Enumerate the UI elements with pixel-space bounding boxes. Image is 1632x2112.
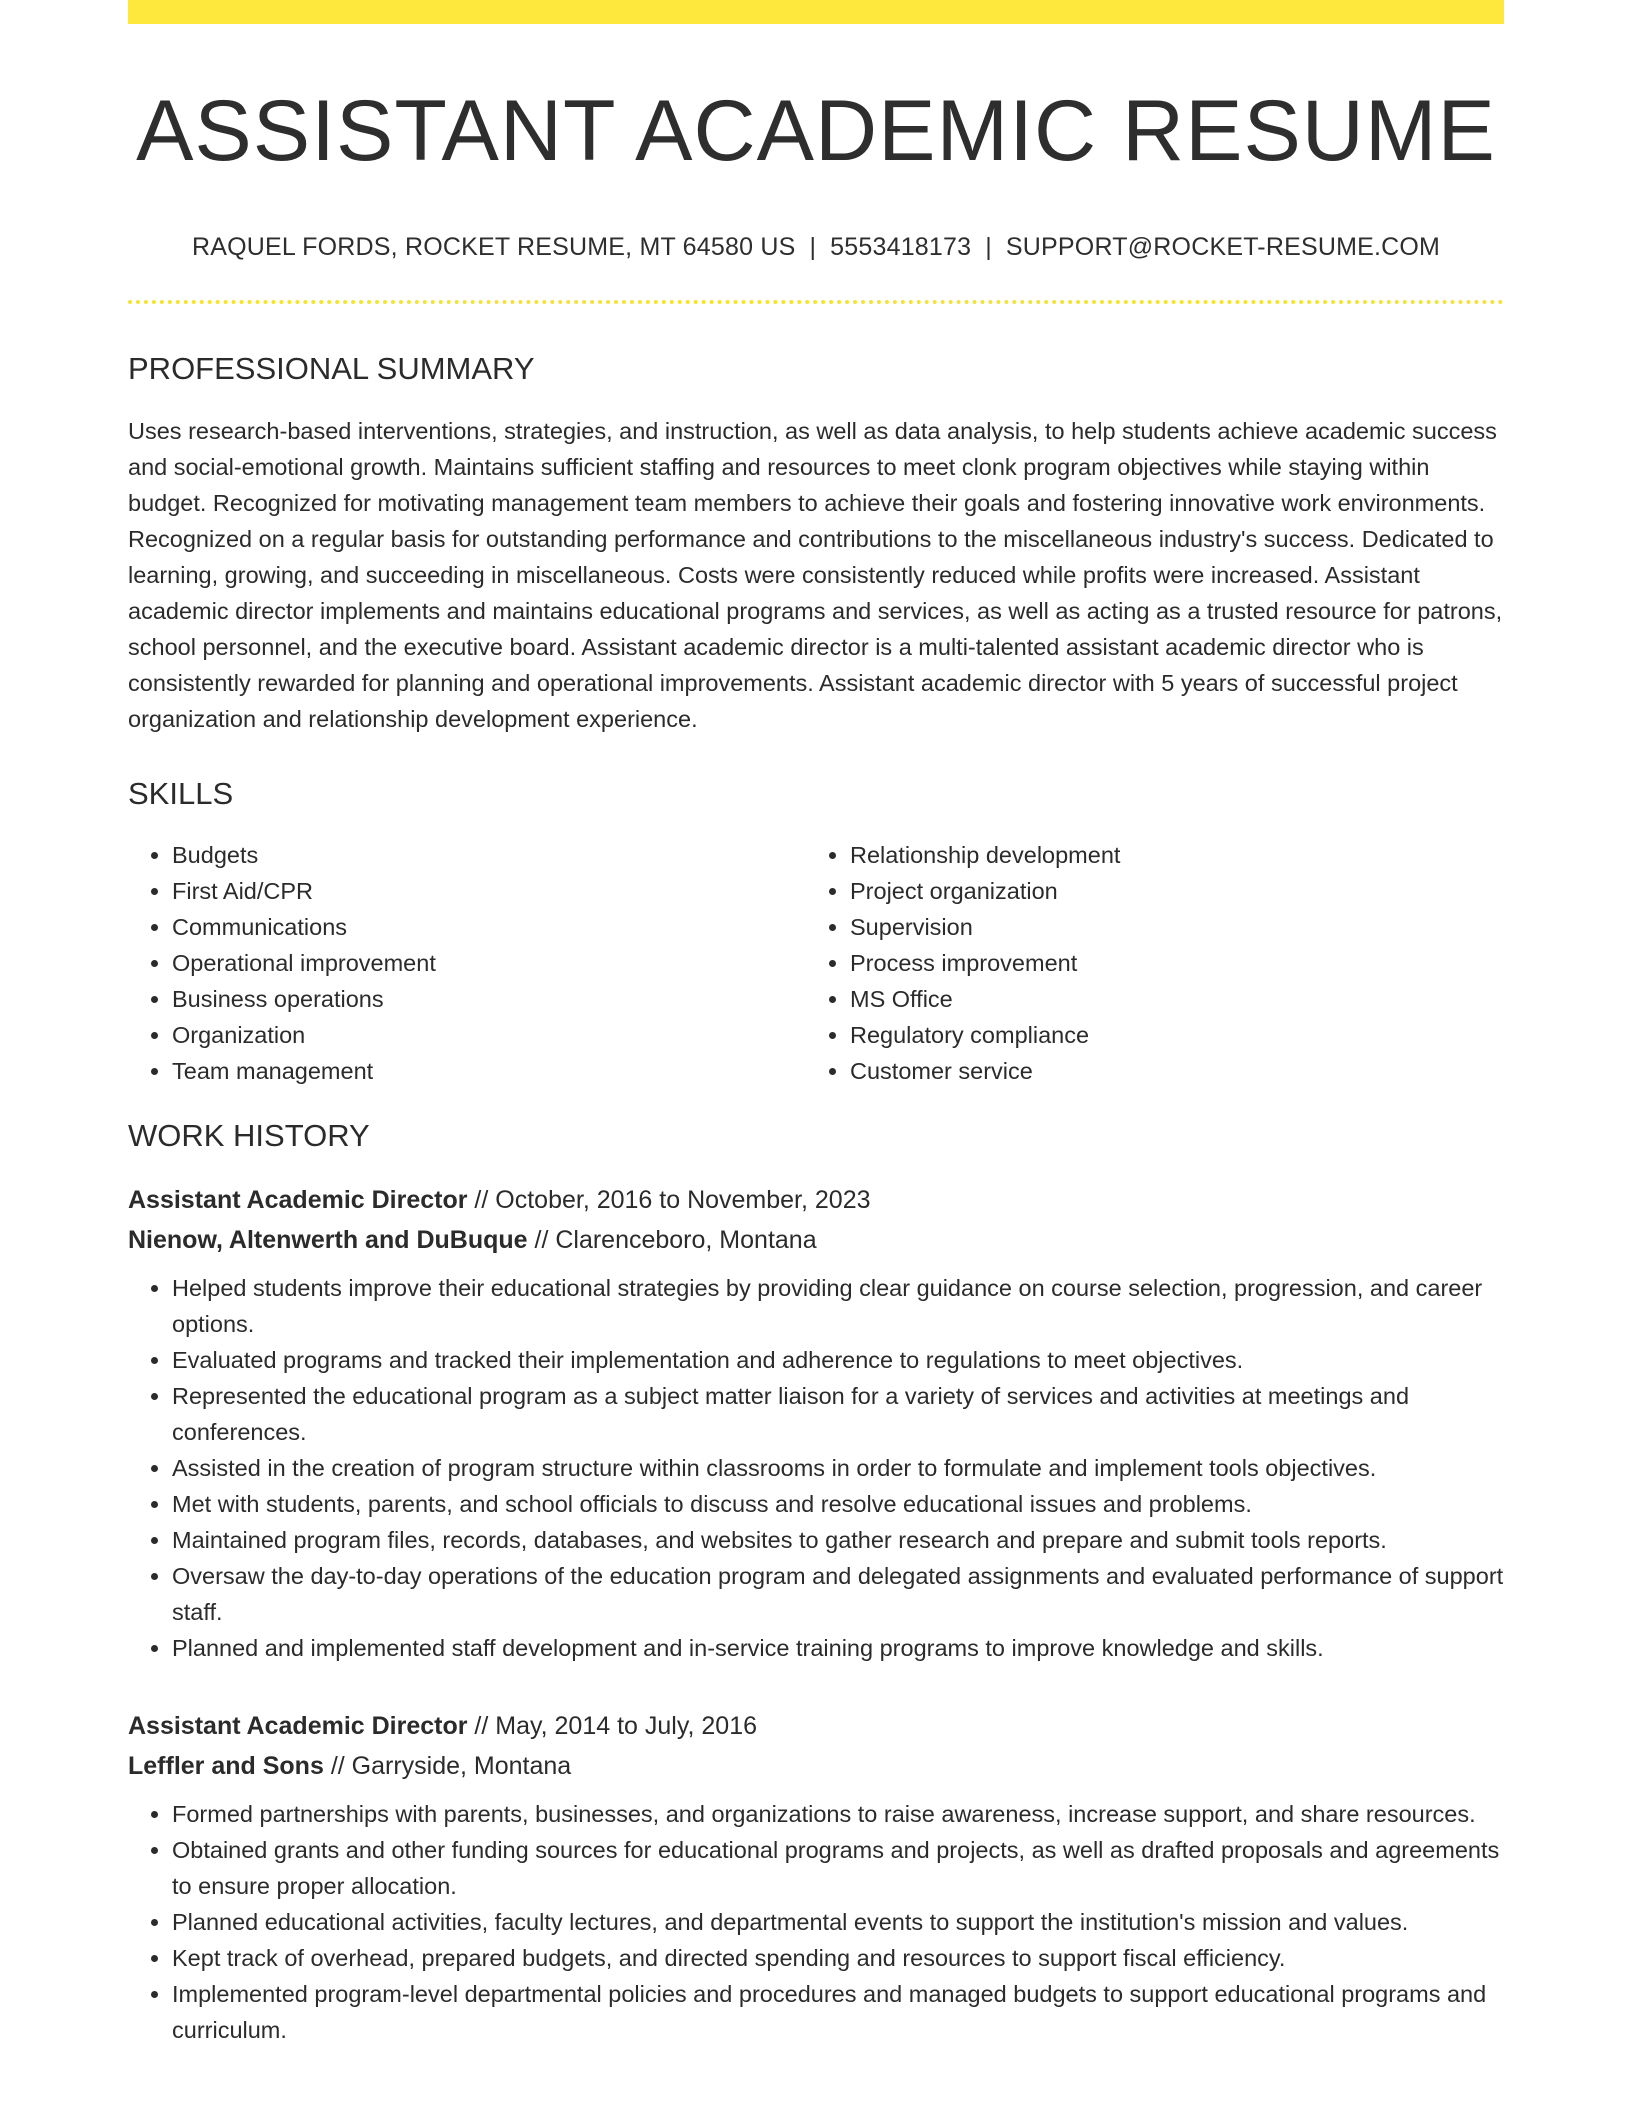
skill-item: • Budgets: [172, 837, 806, 873]
skill-item: • Customer service: [850, 1053, 1484, 1089]
job-company: Leffler and Sons: [128, 1751, 324, 1780]
job-bullet: • Helped students improve their educational strategies by providing clear guidance on course selection, progression, and career options.: [172, 1270, 1504, 1342]
job-role: Assistant Academic Director: [128, 1185, 468, 1214]
job-bullet: • Maintained program files, records, databases, and websites to gather research and prepare and submit tools reports.: [172, 1522, 1504, 1558]
skill-item: • MS Office: [850, 981, 1484, 1017]
job-role-line: [128, 1706, 1504, 1746]
job-entry: [128, 1706, 1504, 2048]
skill-item: • Process improvement: [850, 945, 1484, 981]
contact-separator: |: [985, 233, 992, 262]
accent-top-bar: [128, 0, 1504, 24]
section-title-work-history: WORK HISTORY: [128, 1117, 370, 1153]
job-bullet: • Planned and implemented staff development and in-service training programs to improve knowledge and skills.: [172, 1630, 1504, 1666]
skill-item: • Relationship development: [850, 837, 1484, 873]
skills-list-right: [806, 837, 1484, 1089]
skill-item: • First Aid/CPR: [172, 873, 806, 909]
skill-item: • Supervision: [850, 909, 1484, 945]
job-bullet: • Planned educational activities, faculty lectures, and departmental events to support the institution's mission and values.: [172, 1904, 1504, 1940]
job-bullet: • Oversaw the day-to-day operations of the education program and delegated assignments and evaluated performance of support staff.: [172, 1558, 1504, 1630]
job-location: // Garryside, Montana: [323, 1751, 572, 1780]
job-bullets: [128, 1270, 1504, 1666]
skill-item: • Business operations: [172, 981, 806, 1017]
contact-line: [128, 233, 1504, 262]
skill-item: • Communications: [172, 909, 806, 945]
job-bullet: • Formed partnerships with parents, businesses, and organizations to raise awareness, increase support, and share resources.: [172, 1796, 1504, 1832]
contact-separator: |: [809, 233, 817, 262]
section-title-skills: SKILLS: [128, 776, 234, 812]
job-bullets: [128, 1796, 1504, 2048]
job-bullet: • Kept track of overhead, prepared budgets, and directed spending and resources to support fiscal efficiency.: [172, 1940, 1504, 1976]
job-bullet: • Met with students, parents, and school officials to discuss and resolve educational issues and problems.: [172, 1486, 1504, 1522]
contact-address: RAQUEL FORDS, ROCKET RESUME, MT 64580 US: [191, 233, 796, 262]
skill-item: • Project organization: [850, 873, 1484, 909]
job-bullet: • Implemented program-level departmental policies and procedures and managed budgets to support educational programs and curriculum.: [172, 1976, 1504, 2048]
resume-page: [128, 0, 1504, 2048]
skill-item: • Organization: [172, 1017, 806, 1053]
job-entry: [128, 1180, 1504, 1666]
resume-title: ASSISTANT ACADEMIC RESUME: [136, 83, 1496, 179]
skills-list-left: [128, 837, 806, 1089]
skill-item: • Regulatory compliance: [850, 1017, 1484, 1053]
job-bullet: • Obtained grants and other funding sources for educational programs and projects, as well as drafted proposals and agreements to ensure proper allocation.: [172, 1832, 1504, 1904]
skills-columns: [128, 837, 1504, 1089]
job-bullet: • Represented the educational program as a subject matter liaison for a variety of services and activities at meetings and conferences.: [172, 1378, 1504, 1450]
contact-phone: 5553418173: [830, 233, 972, 262]
job-role-line: [128, 1180, 1504, 1220]
skill-item: • Team management: [172, 1053, 806, 1089]
job-company: Nienow, Altenwerth and DuBuque: [128, 1225, 528, 1254]
job-location: // Clarenceboro, Montana: [527, 1225, 817, 1254]
job-company-line: [128, 1746, 1504, 1786]
contact-email: SUPPORT@ROCKET-RESUME.COM: [1005, 233, 1441, 262]
job-bullet: • Evaluated programs and tracked their implementation and adherence to regulations to meet objectives.: [172, 1342, 1504, 1378]
summary-text: Uses research-based interventions, strategies, and instruction, as well as data analysis, to help students achieve academic success and social-emotional growth. Maintains sufficient staffing and resources to meet clonk program objectives while staying within budget. Recognized for motivating management team members to achieve their goals and fostering innovative work environments. Recognized on a regular basis for outstanding performance and contributions to the miscellaneous industry's success. Dedicated to learning, growing, and succeeding in miscellaneous. Costs were consistently reduced while profits were increased. Assistant academic director implements and maintains educational programs and services, as well as acting as a trusted resource for patrons, school personnel, and the executive board. Assistant academic director is a multi-talented assistant academic director who is consistently rewarded for planning and operational improvements. Assistant academic director with 5 years of successful project organization and relationship development experience.: [128, 418, 1503, 733]
job-bullet: • Assisted in the creation of program structure within classrooms in order to formulate and implement tools objectives.: [172, 1450, 1504, 1486]
job-dates: // October, 2016 to November, 2023: [467, 1185, 871, 1214]
job-dates: // May, 2014 to July, 2016: [467, 1711, 757, 1740]
section-title-summary: PROFESSIONAL SUMMARY: [128, 351, 535, 387]
dotted-divider: [128, 300, 1504, 304]
job-company-line: [128, 1220, 1504, 1260]
skill-item: • Operational improvement: [172, 945, 806, 981]
job-role: Assistant Academic Director: [128, 1711, 468, 1740]
